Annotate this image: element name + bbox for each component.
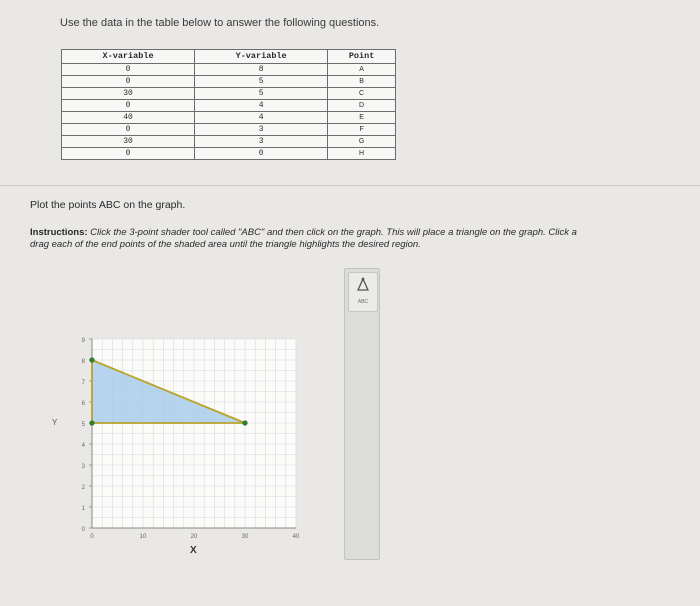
table-cell: G (328, 136, 396, 148)
table-row (62, 148, 396, 160)
table-cell: H (328, 148, 396, 160)
table-cell: 3 (195, 136, 328, 148)
abc-shader-tool-button[interactable] (348, 272, 378, 312)
y-tick-label: 9 (81, 338, 85, 344)
table-header-cell: Y-variable (195, 50, 328, 64)
x-tick-label: 0 (90, 534, 94, 540)
table-row (62, 124, 396, 136)
tool-panel (344, 268, 380, 560)
table-row (62, 88, 396, 100)
table-cell: E (328, 112, 396, 124)
y-tick-label: 5 (81, 422, 85, 428)
y-tick-label: 0 (81, 527, 85, 533)
table-header-cell: X-variable (62, 50, 195, 64)
table-cell: 0 (62, 124, 195, 136)
tool-label: ABC (357, 299, 369, 305)
table-row (62, 136, 396, 148)
y-tick-label: 1 (81, 506, 85, 512)
table-cell: D (328, 100, 396, 112)
table-cell: C (328, 88, 396, 100)
table-cell: 3 (195, 124, 328, 136)
table-cell: 4 (195, 100, 328, 112)
table-cell: 5 (195, 88, 328, 100)
x-tick-label: 40 (292, 534, 300, 540)
y-tick-label: 6 (81, 401, 85, 407)
table-row (62, 64, 396, 76)
table-cell: 0 (62, 64, 195, 76)
y-tick-label: 4 (81, 443, 85, 449)
table-cell: 30 (62, 136, 195, 148)
table-header-cell: Point (328, 50, 396, 64)
x-axis-label: X (190, 545, 197, 556)
table-row (62, 112, 396, 124)
table-cell: 40 (62, 112, 195, 124)
section-divider (0, 185, 700, 186)
table-cell: A (328, 64, 396, 76)
x-tick-label: 20 (190, 534, 198, 540)
intro-text: Use the data in the table below to answer the following questions. (60, 17, 380, 29)
triangle-shader-icon (356, 277, 370, 293)
triangle-vertex (89, 357, 94, 362)
triangle-vertex (89, 420, 94, 425)
table-cell: 4 (195, 112, 328, 124)
y-tick-label: 8 (81, 359, 85, 365)
table-cell: 8 (195, 64, 328, 76)
table-cell: 0 (62, 148, 195, 160)
table-cell: 5 (195, 76, 328, 88)
table-row (62, 100, 396, 112)
table-cell: 0 (62, 76, 195, 88)
table-cell: B (328, 76, 396, 88)
instructions-label: Instructions: (30, 227, 88, 238)
graph-canvas[interactable] (52, 318, 312, 548)
table-cell: 0 (62, 100, 195, 112)
y-axis-label: Y (52, 418, 58, 427)
table-header-row (62, 50, 396, 64)
x-tick-label: 10 (139, 534, 147, 540)
plot-prompt: Plot the points ABC on the graph. (30, 199, 186, 211)
instructions-line2: drag each of the end points of the shaded area until the triangle highlights the desired region. (30, 239, 421, 250)
table-cell: F (328, 124, 396, 136)
table-cell: 0 (195, 148, 328, 160)
y-tick-label: 3 (81, 464, 85, 470)
y-tick-label: 7 (81, 380, 85, 386)
y-tick-label: 2 (81, 485, 85, 491)
x-tick-label: 30 (241, 534, 249, 540)
data-table (61, 49, 396, 160)
table-cell: 30 (62, 88, 195, 100)
instructions (30, 227, 700, 251)
instructions-line1: Click the 3-point shader tool called "ABC" and then click on the graph. This will place a triangle on the graph. Click a (87, 227, 577, 238)
triangle-vertex (242, 420, 247, 425)
table-body (62, 64, 396, 160)
table-row (62, 76, 396, 88)
